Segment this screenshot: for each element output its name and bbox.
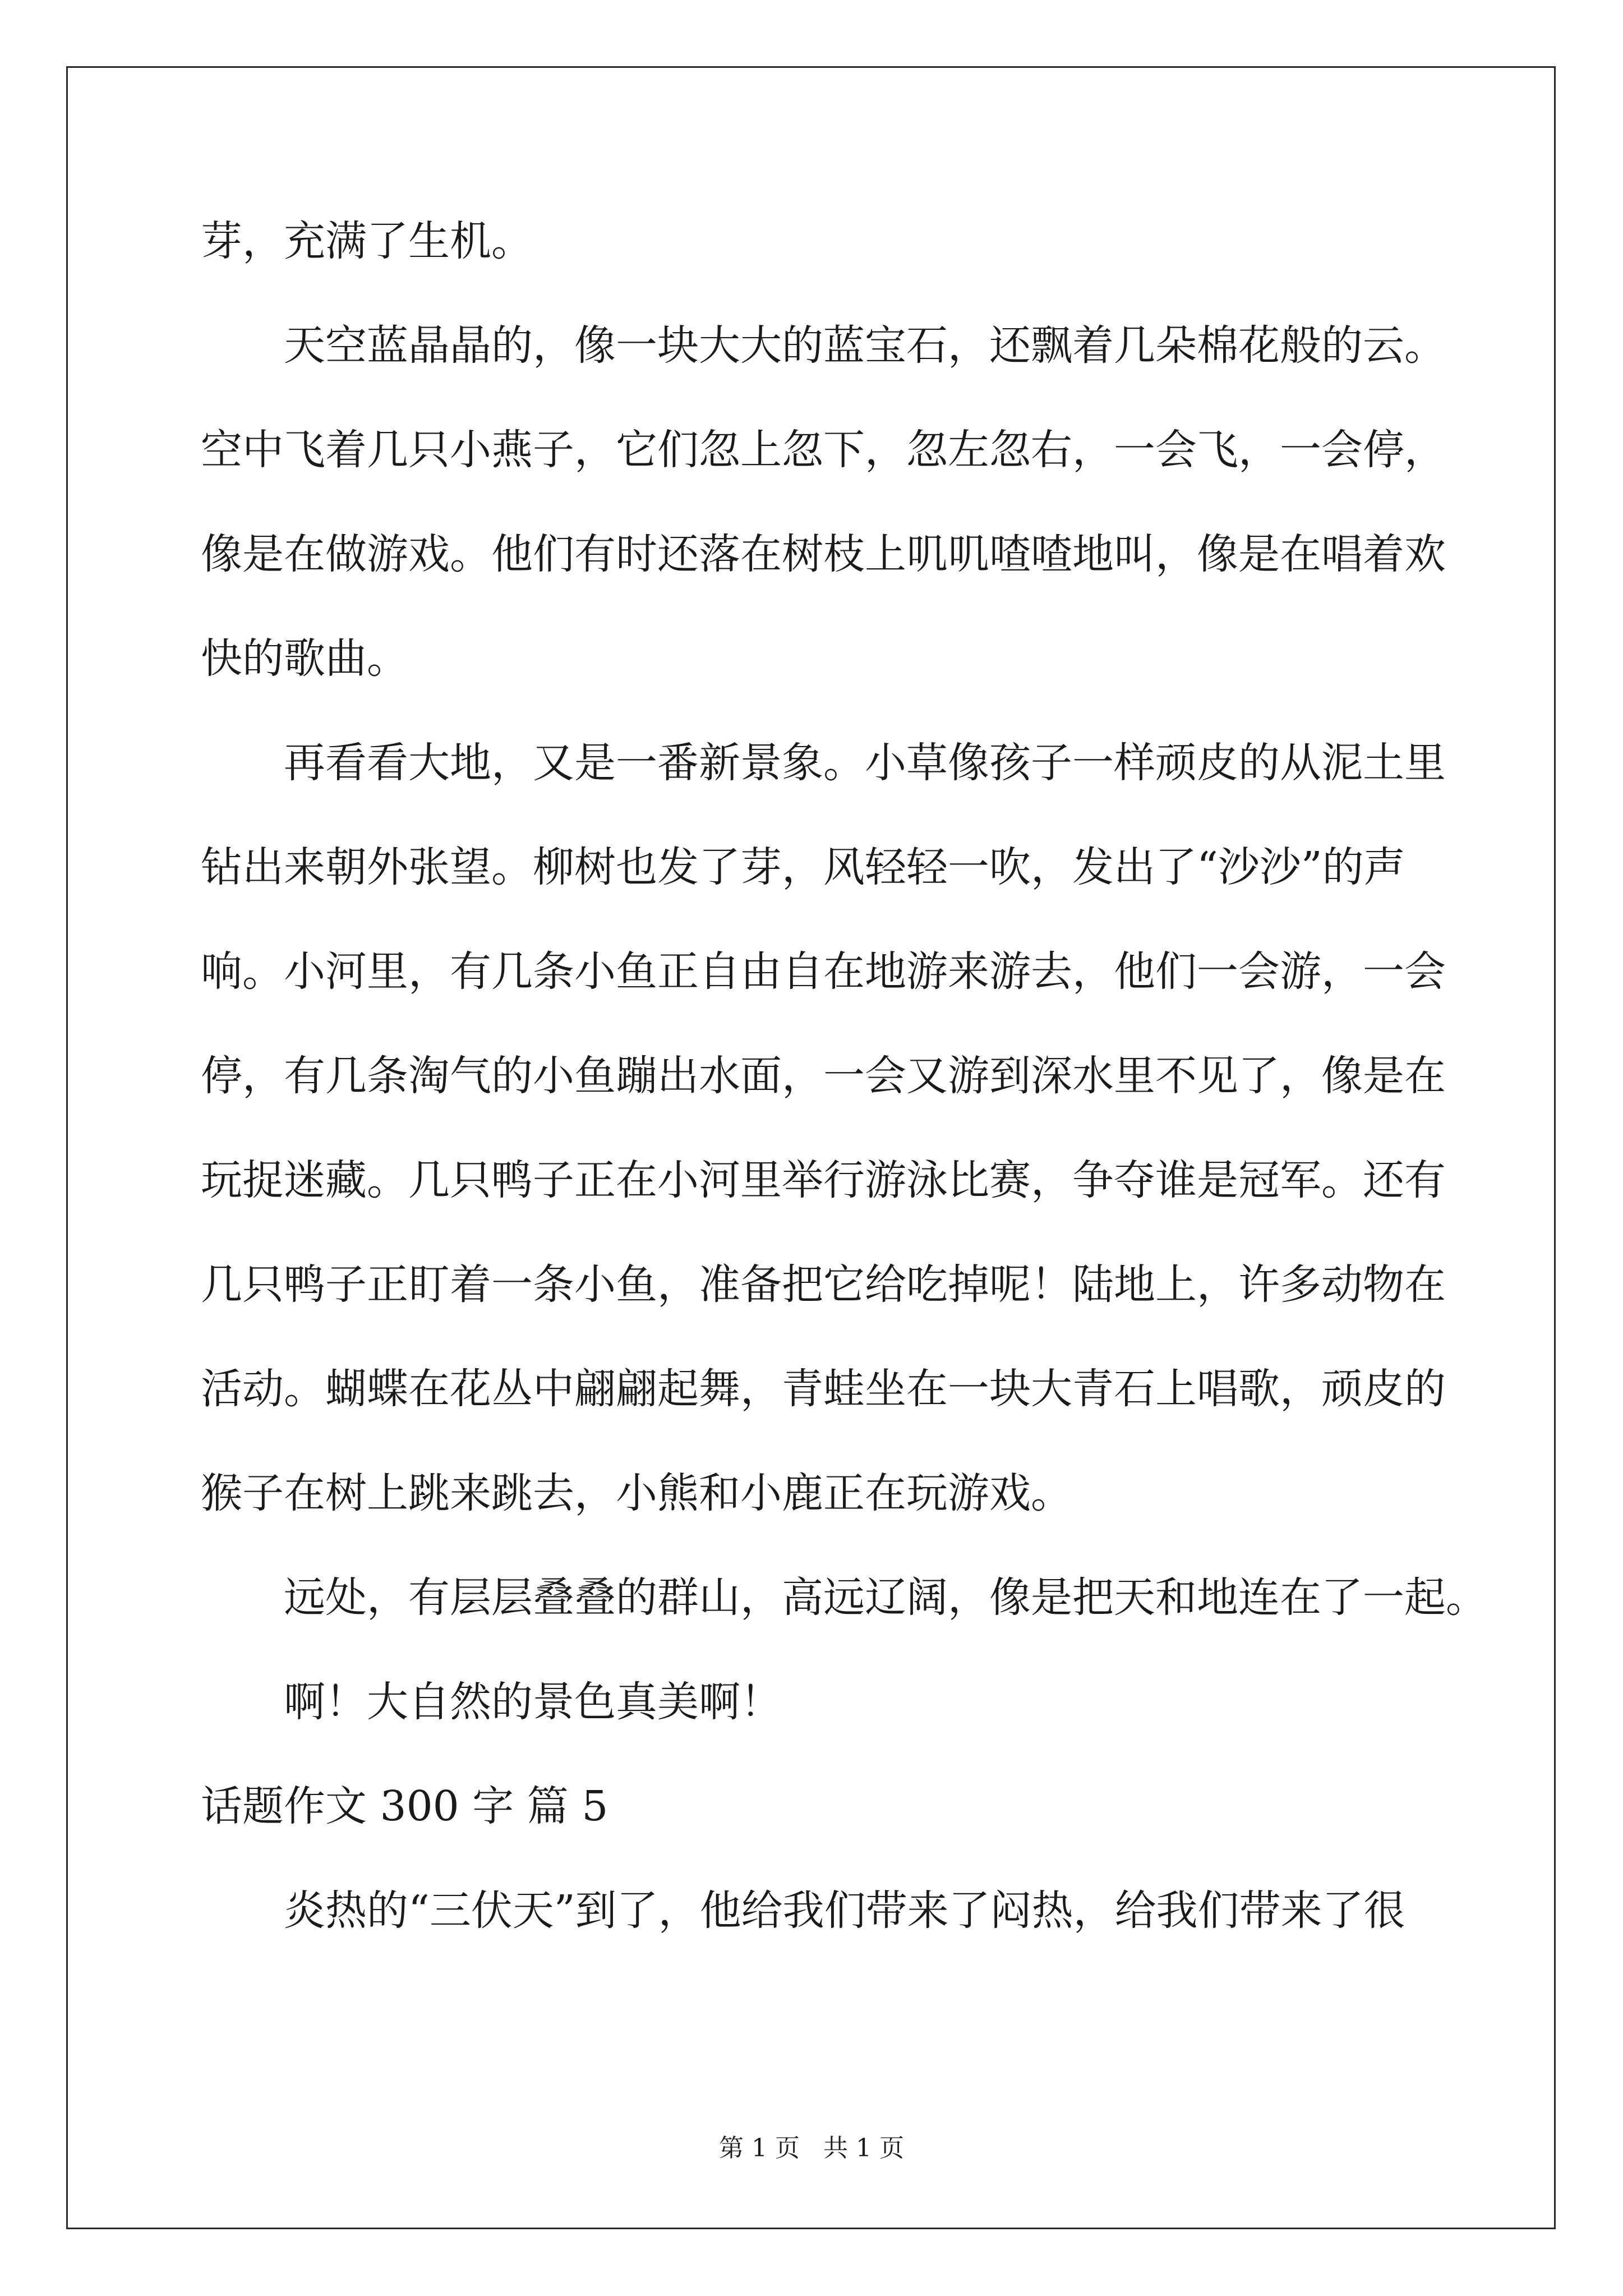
text-line: 响。小河里，有几条小鱼正自由自在地游来游去，他们一会游，一会 [201,947,1446,996]
text-line: 空中飞着几只小燕子，它们忽上忽下，忽左忽右，一会飞，一会停， [201,426,1446,474]
text-line: 远处，有层层叠叠的群山，高远辽阔，像是把天和地连在了一起。 [284,1573,1487,1622]
text-line: 芽，充满了生机。 [201,217,533,265]
section-heading: 话题作文 300 字 篇 5 [201,1782,608,1830]
page-number-current: 第 1 页 [719,2134,800,2162]
text-line: 快的歌曲。 [201,634,408,683]
text-line: 玩捉迷藏。几只鸭子正在小河里举行游泳比赛，争夺谁是冠军。还有 [201,1156,1446,1204]
text-line: 猴子在树上跳来跳去，小熊和小鹿正在玩游戏。 [201,1469,1072,1517]
text-line: 钻出来朝外张望。柳树也发了芽，风轻轻一吹，发出了“沙沙”的声 [201,843,1405,891]
text-line: 活动。蝴蝶在花丛中翩翩起舞，青蛙坐在一块大青石上唱歌，顽皮的 [201,1365,1446,1413]
text-line: 啊！大自然的景色真美啊！ [284,1678,782,1726]
text-line: 几只鸭子正盯着一条小鱼，准备把它给吃掉呢！陆地上，许多动物在 [201,1260,1446,1309]
text-line: 再看看大地，又是一番新景象。小草像孩子一样顽皮的从泥土里 [284,739,1446,787]
page-footer [0,2132,1623,2165]
text-line: 停，有几条淘气的小鱼蹦出水面，一会又游到深水里不见了，像是在 [201,1052,1446,1100]
text-line: 炎热的“三伏天”到了，他给我们带来了闷热，给我们带来了很 [284,1887,1405,1935]
text-line: 像是在做游戏。他们有时还落在树枝上叽叽喳喳地叫，像是在唱着欢 [201,530,1446,578]
text-line: 天空蓝晶晶的，像一块大大的蓝宝石，还飘着几朵棉花般的云。 [284,321,1446,370]
page-number-total: 共 1 页 [823,2134,904,2162]
